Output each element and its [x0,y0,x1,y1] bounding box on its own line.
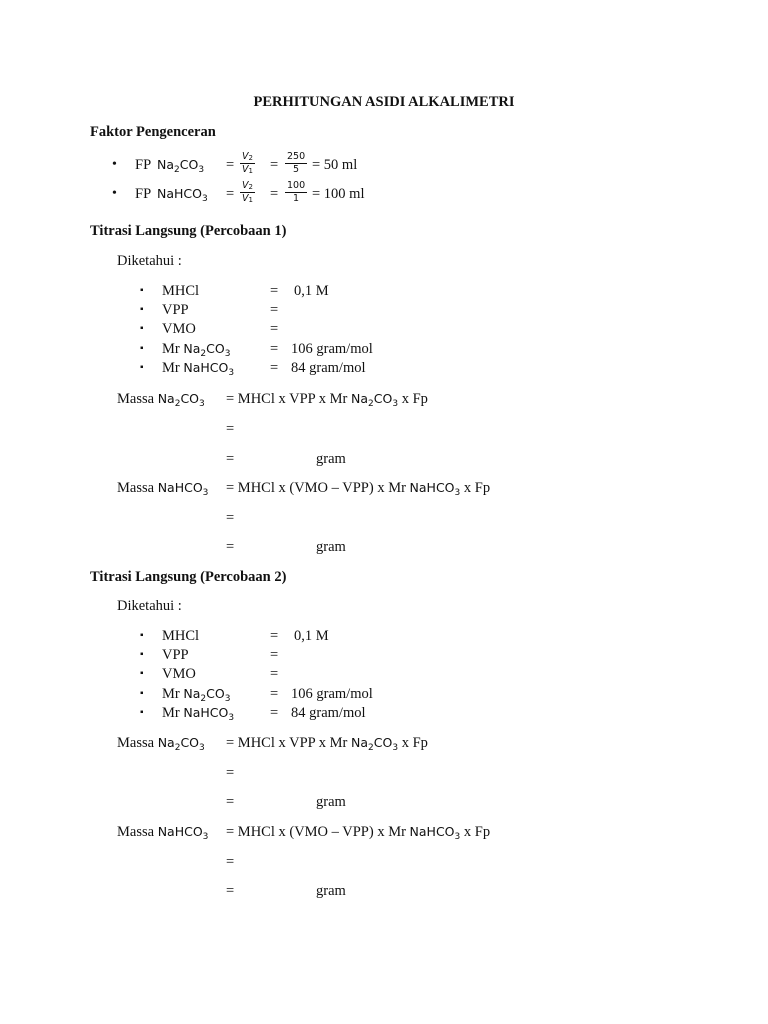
bullet: ▪ [140,630,144,641]
item-value: 0,1 M [294,283,329,299]
bullet: ▪ [140,304,144,315]
item-label: Mr NaHCO$_3$ [162,360,235,378]
bullet: ▪ [140,323,144,334]
massa-formula: = MHCl x VPP x Mr $Na_2CO_3$ x Fp [226,735,428,753]
item-label: MHCl [162,628,200,644]
page-title: PERHITUNGAN ASIDI ALKALIMETRI [253,94,515,110]
value-fraction: $\frac{100}{1}$ [287,180,306,204]
item-value: 84 gram/mol [291,705,366,721]
equals-sign: = [270,321,279,337]
bullet: ▪ [140,688,144,699]
item-label: MHCl [162,283,200,299]
equals-sign: = [270,666,279,682]
item-label: VMO [162,321,196,337]
section-heading: Titrasi Langsung (Percobaan 2) [90,569,287,585]
bullet: ▪ [140,343,144,354]
bullet: ▪ [140,362,144,373]
massa-label: Massa NaHCO$_3$ [117,480,209,498]
unit-label: gram [316,451,346,467]
unit-label: gram [316,883,346,899]
equals-sign: = [270,186,279,202]
massa-label: Massa NaHCO$_3$ [117,824,209,842]
equals-sign: = [226,157,235,173]
massa-formula: = MHCl x (VMO – VPP) x Mr NaHCO$_3$ x Fp [226,480,491,498]
fp-result: = 50 ml [312,157,358,173]
equals-sign: = [270,283,279,299]
unit-label: gram [316,539,346,555]
item-label: Mr $Na_2CO_3$ [162,341,231,359]
value-fraction: $\frac{250}{5}$ [287,151,306,175]
bullet: ▪ [140,668,144,679]
equals-sign: = [226,539,235,555]
diketahui-label: Diketahui : [117,253,182,269]
bullet: ▪ [140,649,144,660]
fp-label: FP [135,186,152,202]
equals-sign: = [270,341,279,357]
item-label: VMO [162,666,196,682]
equals-sign: = [270,302,279,318]
item-label: VPP [162,647,189,663]
section-heading: Titrasi Langsung (Percobaan 1) [90,223,287,239]
diketahui-label: Diketahui : [117,598,182,614]
bullet: • [112,157,117,172]
equals-sign: = [270,360,279,376]
equals-sign: = [270,705,279,721]
unit-label: gram [316,794,346,810]
equals-sign: = [226,765,235,781]
volume-fraction: $\frac{V_2}{V_1}$ [242,151,253,175]
item-value: 84 gram/mol [291,360,366,376]
item-label: Mr $Na_2CO_3$ [162,686,231,704]
equals-sign: = [226,510,235,526]
fp-label: FP [135,157,152,173]
item-label: Mr NaHCO$_3$ [162,705,235,723]
volume-fraction: $\frac{V_2}{V_1}$ [242,180,253,204]
equals-sign: = [270,628,279,644]
massa-label: Massa $Na_2CO_3$ [117,391,205,409]
fp-formula: NaHCO$_3$ [157,186,208,204]
equals-sign: = [226,421,235,437]
equals-sign: = [226,883,235,899]
item-value: 0,1 M [294,628,329,644]
item-label: VPP [162,302,189,318]
massa-formula: = MHCl x (VMO – VPP) x Mr NaHCO$_3$ x Fp [226,824,491,842]
equals-sign: = [226,451,235,467]
equals-sign: = [270,686,279,702]
massa-label: Massa $Na_2CO_3$ [117,735,205,753]
equals-sign: = [226,186,235,202]
equals-sign: = [226,794,235,810]
equals-sign: = [270,157,279,173]
equals-sign: = [226,854,235,870]
fp-result: = 100 ml [312,186,365,202]
bullet: ▪ [140,285,144,296]
bullet: • [112,186,117,201]
item-value: 106 gram/mol [291,686,373,702]
faktor-heading: Faktor Pengenceran [90,124,216,140]
equals-sign: = [270,647,279,663]
fp-formula: $Na_2CO_3$ [157,157,205,175]
bullet: ▪ [140,707,144,718]
item-value: 106 gram/mol [291,341,373,357]
massa-formula: = MHCl x VPP x Mr $Na_2CO_3$ x Fp [226,391,428,409]
